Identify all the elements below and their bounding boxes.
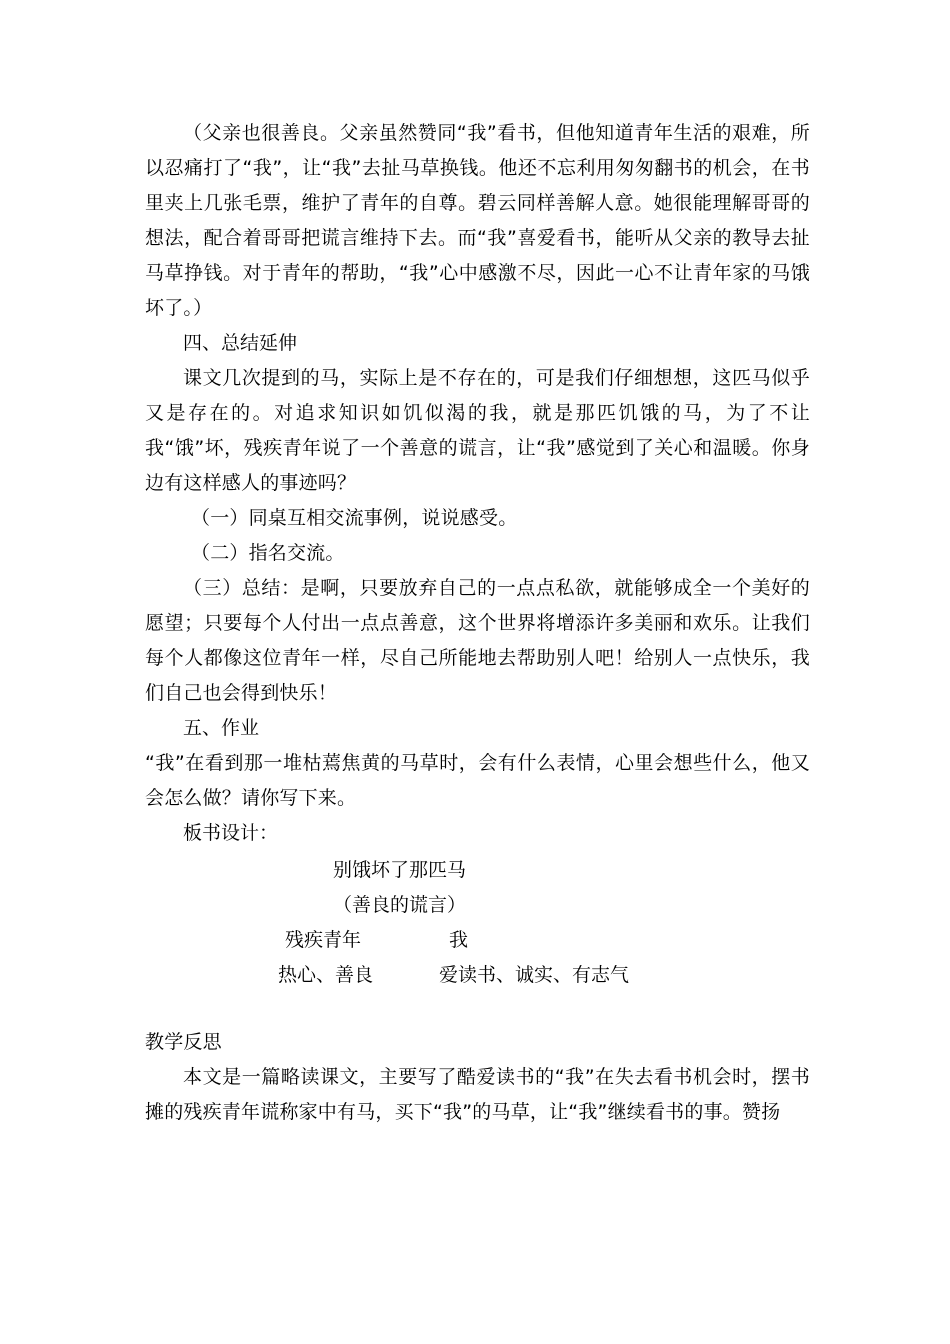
section-heading-homework: 五、作业 xyxy=(183,717,260,739)
board-subtitle: （善良的谎言） xyxy=(333,894,467,916)
board-left-name: 残疾青年 xyxy=(285,929,362,951)
blank-line xyxy=(145,1003,810,1025)
paragraph-summary: 课文几次提到的马，实际上是不存在的，可是我们仔细想想，这匹马似乎又是存在的。对追求知识如饥似渴的我，就是那匹饥饿的马，为了不让我“饿”坏，残疾青年说了一个善意的谎言，让“我”感觉到了关心和温暖。你身边有这样感人的事迹吗？ xyxy=(145,367,810,494)
subitem-peer-discussion: （一）同桌互相交流事例，说说感受。 xyxy=(191,507,518,529)
board-design xyxy=(145,853,810,1003)
paragraph-homework: “我”在看到那一堆枯蔫焦黄的马草时，会有什么表情，心里会想些什么，他又会怎么做？请你写下来。 xyxy=(145,752,810,809)
subitem-named-exchange: （二）指名交流。 xyxy=(191,542,345,564)
board-right-traits: 爱读书、诚实、有志气 xyxy=(439,964,630,986)
board-left-traits: 热心、善良 xyxy=(278,964,374,986)
board-right-name: 我 xyxy=(449,929,469,951)
section-heading-summary: 四、总结延伸 xyxy=(183,332,298,354)
paragraph-character-analysis: （父亲也很善良。父亲虽然赞同“我”看书，但他知道青年生活的艰难，所以忍痛打了“我”，让“我”去扯马草换钱。他还不忘利用匆匆翻书的机会，在书里夹上几张毛票，维护了青年的自尊。碧云同样善解人意。她很能理解哥哥的想法，配合着哥哥把谎言维持下去。而“我”喜爱看书，能听从父亲的教导去扯马草挣钱。对于青年的帮助，“我”心中感激不尽，因此一心不让青年家的马饿坏了。） xyxy=(145,122,810,319)
board-design-label: 板书设计： xyxy=(183,822,279,844)
subitem-conclusion: （三）总结：是啊，只要放弃自己的一点点私欲，就能够成全一个美好的愿望；只要每个人付出一点点善意，这个世界将增添许多美丽和欢乐。让我们每个人都像这位青年一样，尽自己所能地去帮助别人吧！给别人一点快乐，我们自己也会得到快乐！ xyxy=(145,577,810,704)
paragraph-reflection: 本文是一篇略读课文，主要写了酷爱读书的“我”在失去看书机会时，摆书摊的残疾青年谎称家中有马，买下“我”的马草，让“我”继续看书的事。赞扬 xyxy=(145,1066,810,1123)
reflection-heading: 教学反思 xyxy=(145,1031,222,1053)
board-title: 别饿坏了那匹马 xyxy=(333,859,467,881)
document-body xyxy=(145,116,810,1130)
